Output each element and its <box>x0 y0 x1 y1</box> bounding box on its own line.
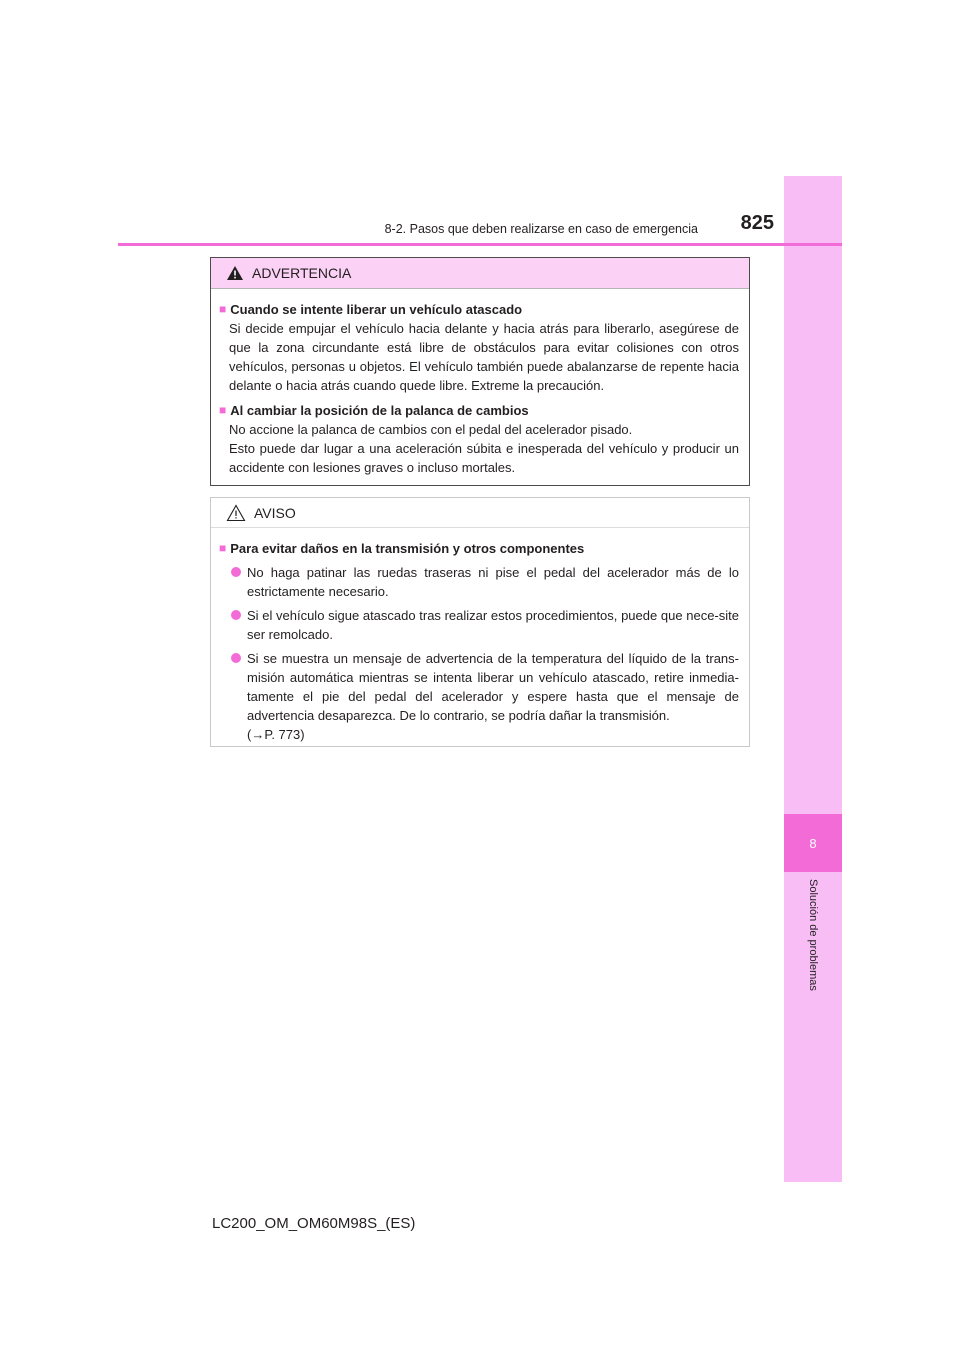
list-item: Si se muestra un mensaje de advertencia de la temperatura del líquido de la trans-misión automática mientras se intenta liberar un vehículo atascado, retire inmedia-tamente el pie del pedal del acelerador y espere hasta que el mensaje de advertencia desaparezca. De lo contrario, se podría dañar la transmisión. (→P. 773) <box>219 649 739 744</box>
page-number: 825 <box>740 212 774 234</box>
square-bullet-icon: ■ <box>219 403 227 417</box>
warning-paragraph: Si decide empujar el vehículo hacia delante y hacia atrás para liberarlo, asegúrese de que la zona circundante está libre de obstáculos para evitar colisiones con otros vehículos, personas u objetos. El vehículo también puede abalanzarse de repente hacia delante o hacia atrás cuando quede libre. Extreme la precaución. <box>229 321 739 393</box>
chapter-number: 8 <box>784 814 842 872</box>
warning-triangle-icon <box>226 265 244 281</box>
warning-section-heading: ■ Al cambiar la posición de la palanca de cambios <box>219 403 529 418</box>
warning-paragraph: No accione la palanca de cambios con el pedal del acelerador pisado. <box>229 422 633 437</box>
warning-paragraph: Esto puede dar lugar a una aceleración súbita e inesperada del vehículo y producir un accidente con lesiones graves o incluso mortales. <box>229 441 739 475</box>
list-item: No haga patinar las ruedas traseras ni pise el pedal del acelerador más de lo estrictamente necesario. <box>219 563 739 601</box>
side-tab <box>784 176 842 1182</box>
warning-header <box>211 258 749 289</box>
warning-body <box>211 289 749 477</box>
chapter-title-text: Solución de problemas <box>807 879 819 991</box>
caution-triangle-icon <box>226 504 246 522</box>
circle-bullet-icon <box>231 567 241 577</box>
circle-bullet-icon <box>231 610 241 620</box>
square-bullet-icon: ■ <box>219 302 227 316</box>
notice-box <box>210 497 750 747</box>
header-divider <box>118 243 842 246</box>
square-bullet-icon: ■ <box>219 541 227 555</box>
circle-bullet-icon <box>231 653 241 663</box>
chapter-title <box>784 880 842 990</box>
warning-section-heading: ■ Cuando se intente liberar un vehículo atascado <box>219 302 523 317</box>
list-item: Si el vehículo sigue atascado tras realizar estos procedimientos, puede que nece-site ser remolcado. <box>219 606 739 644</box>
notice-heading: ■ Para evitar daños en la transmisión y otros componentes <box>219 541 585 556</box>
document-code: LC200_OM_OM60M98S_(ES) <box>212 1215 416 1232</box>
notice-header <box>211 498 749 528</box>
notice-title: AVISO <box>254 504 296 521</box>
section-title: 8-2. Pasos que deben realizarse en caso de emergencia <box>384 222 698 236</box>
page-reference: (→P. 773) <box>247 727 305 742</box>
notice-body <box>211 528 749 744</box>
warning-box <box>210 257 750 486</box>
warning-title: ADVERTENCIA <box>252 265 352 281</box>
